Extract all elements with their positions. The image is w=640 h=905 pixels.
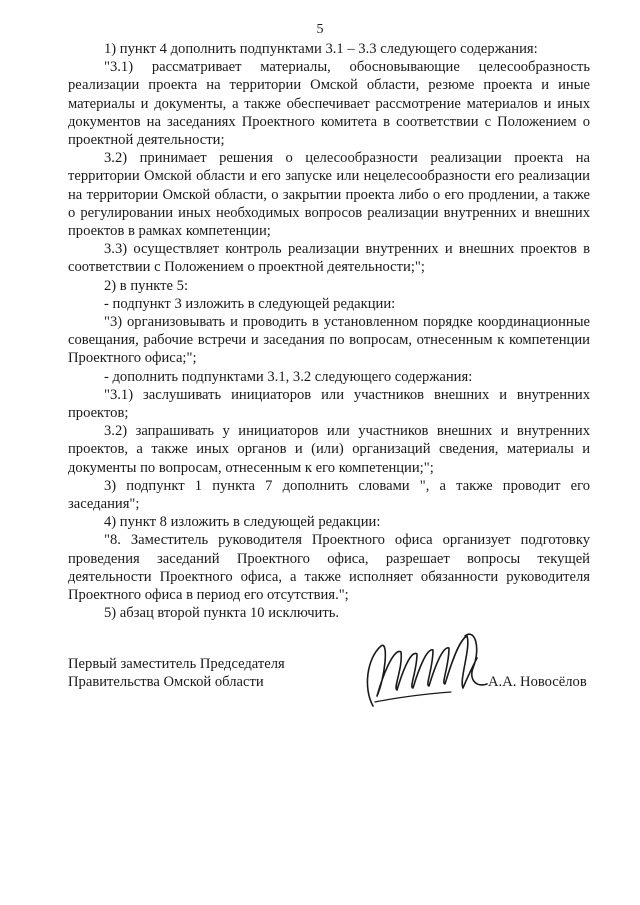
page-number: 5	[316, 22, 324, 37]
paragraph: 1) пункт 4 дополнить подпунктами 3.1 – 3.3 следующего содержания:	[104, 41, 538, 57]
paragraph: "3) организовывать и проводить в установленном порядке координационные совещания, рабочие встречи и заседания по вопросам, отнесенным к компетенции Проектного офиса;";	[68, 314, 590, 367]
paragraph: 4) пункт 8 изложить в следующей редакции:	[104, 514, 381, 531]
signatory-name: А.А. Новосёлов	[488, 674, 587, 690]
paragraph: "8. Заместитель руководителя Проектного офиса организует подготовку проведения заседаний Проектного офиса, разрешает вопросы текущей деятельности Проектного офиса, а также исполняет обязанности руководителя Проектного офиса в период его отсутствия.";	[68, 532, 590, 604]
paragraph: - дополнить подпунктами 3.1, 3.2 следующего содержания:	[104, 368, 473, 385]
paragraph: 2) в пункте 5:	[104, 277, 189, 294]
paragraph: 3.2) запрашивать у инициаторов или участников внешних и внутренних проектов, а также иных органов и (или) организаций сведения, материалы и документы по вопросам, отнесенным к его компетенции;";	[68, 423, 590, 476]
signatory-position-line: Правительства Омской области	[68, 674, 264, 690]
paragraph: 3.2) принимает решения о целесообразности реализации проекта на территории Омской области и его запуске или нецелесообразности его реализации на территории Омской области, о закрытии проекта либо о его продлении, а также о регулировании иных необходимых вопросов реализации внутренних и внешних проектов в рамках компетенции;	[68, 150, 590, 240]
paragraph: 3.3) осуществляет контроль реализации внутренних и внешних проектов в соответствии с Положением о проектной деятельности;";	[68, 241, 590, 276]
paragraph: "3.1) заслушивать инициаторов или участников внешних и внутренних проектов;	[68, 386, 590, 422]
paragraph: "3.1) рассматривает материалы, обосновывающие целесообразность реализации проекта на территории Омской области, резюме проекта и иные материалы и документы, а также обеспечивает рассмотрение материалов и иных документов на заседаниях Проектного комитета в соответствии с Положением о проектной деятельности;	[68, 59, 590, 149]
paragraph: 5) абзац второй пункта 10 исключить.	[104, 605, 340, 622]
document-body	[68, 40, 590, 623]
signatory-position-line: Первый заместитель Председателя	[68, 656, 285, 672]
handwritten-signature	[355, 618, 495, 718]
signatory-position	[68, 655, 285, 691]
paragraph: 3) подпункт 1 пункта 7 дополнить словами ", а также проводит его заседания";	[68, 477, 590, 513]
paragraph: - подпункт 3 изложить в следующей редакции:	[104, 295, 396, 312]
